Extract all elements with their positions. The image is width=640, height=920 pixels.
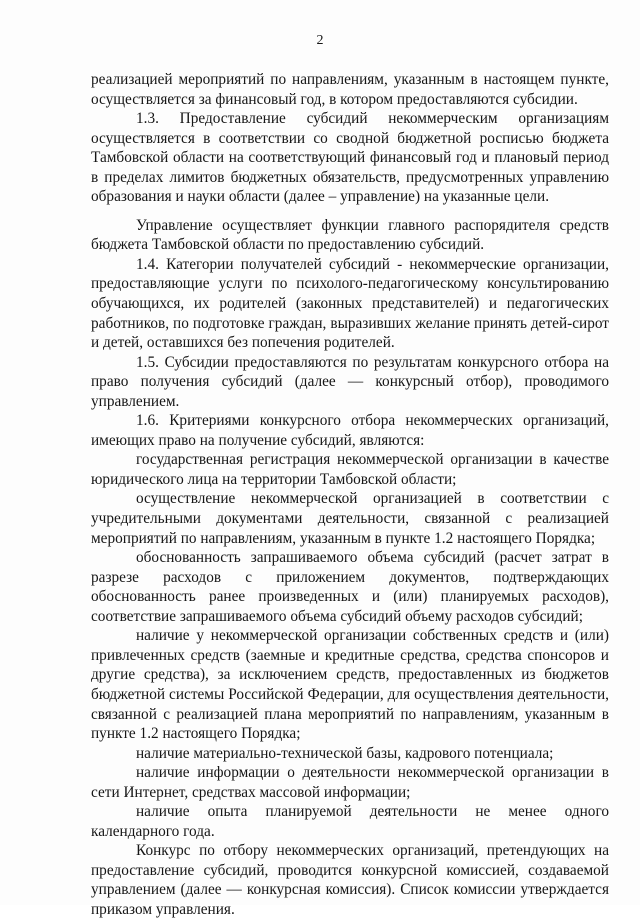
criterion-activity: осуществление некоммерческой организацией в соответствии с учредительными документами деятельности, связанной с реализацией мероприятий по направлениям, указанным в пункте 1.2 настоящего Порядка; — [91, 490, 609, 547]
paragraph-1-4: 1.4. Категории получателей субсидий - некоммерческие организации, предоставляющие услуги по психолого-педагогическому консультированию обучающихся, их родителей (законных представителей) и педагогических работников, по подготовке граждан, выразивших желание принять детей-сирот и детей, оставшихся без попечения родителей. — [91, 255, 609, 352]
criterion-own-funds: наличие у некоммерческой организации собственных средств и (или) привлеченных средств (заемные и кредитные средства, средства спонсоров и другие средства), за исключением средств, предоставленных из бюджетов бюджетной системы Российской Федерации, для осуществления деятельности, связанной с реализацией плана мероприятий по направлениям, указанным в пункте 1.2 настоящего Порядка; — [91, 627, 609, 743]
paragraph-management-functions: Управление осуществляет функции главного распорядителя средств бюджета Тамбовской области по предоставлению субсидий. — [91, 216, 609, 254]
criterion-justification: обоснованность запрашиваемого объема субсидий (расчет затрат в разрезе расходов с приложением документов, подтверждающих обоснованность ранее произведенных и (или) планируемых расходов), соответствие запрашиваемого объема субсидий объему расходов субсидий; — [91, 549, 609, 625]
criterion-internet-info: наличие информации о деятельности некоммерческой организации в сети Интернет, средствах массовой информации; — [91, 764, 609, 801]
paragraph-1-3: 1.3. Предоставление субсидий некоммерческим организациям осуществляется в соответствии со сводной бюджетной росписью бюджета Тамбовской области на соответствующий финансовый год и плановый период в пределах лимитов бюджетных обязательств, предусмотренных управлению образования и науки области (далее – управление) на указанные цели. — [91, 110, 609, 206]
page-number: 2 — [316, 33, 324, 48]
criterion-experience: наличие опыта планируемой деятельности не менее одного календарного года. — [91, 803, 609, 840]
criterion-registration: государственная регистрация некоммерческой организации в качестве юридического лица на территории Тамбовской области; — [91, 451, 609, 488]
document-body — [91, 70, 609, 920]
paragraph-1-5: 1.5. Субсидии предоставляются по результатам конкурсного отбора на право получения субсидий (далее — конкурсный отбор), проводимого управлением. — [91, 353, 609, 410]
paragraph-continuation: реализацией мероприятий по направлениям, указанным в настоящем пункте, осуществляется за финансовый год, в котором предоставляются субсидии. — [91, 71, 609, 108]
criterion-material-base: наличие материально-технической базы, кадрового потенциала; — [136, 744, 554, 762]
paragraph-competition-commission: Конкурс по отбору некоммерческих организаций, претендующих на предоставление субсидий, проводится конкурсной комиссией, создаваемой управлением (далее — конкурсная комиссия). Список комиссии утверждается приказом управления. — [91, 842, 609, 918]
paragraph-1-6: 1.6. Критериями конкурсного отбора некоммерческих организаций, имеющих право на получение субсидий, являются: — [91, 412, 609, 449]
